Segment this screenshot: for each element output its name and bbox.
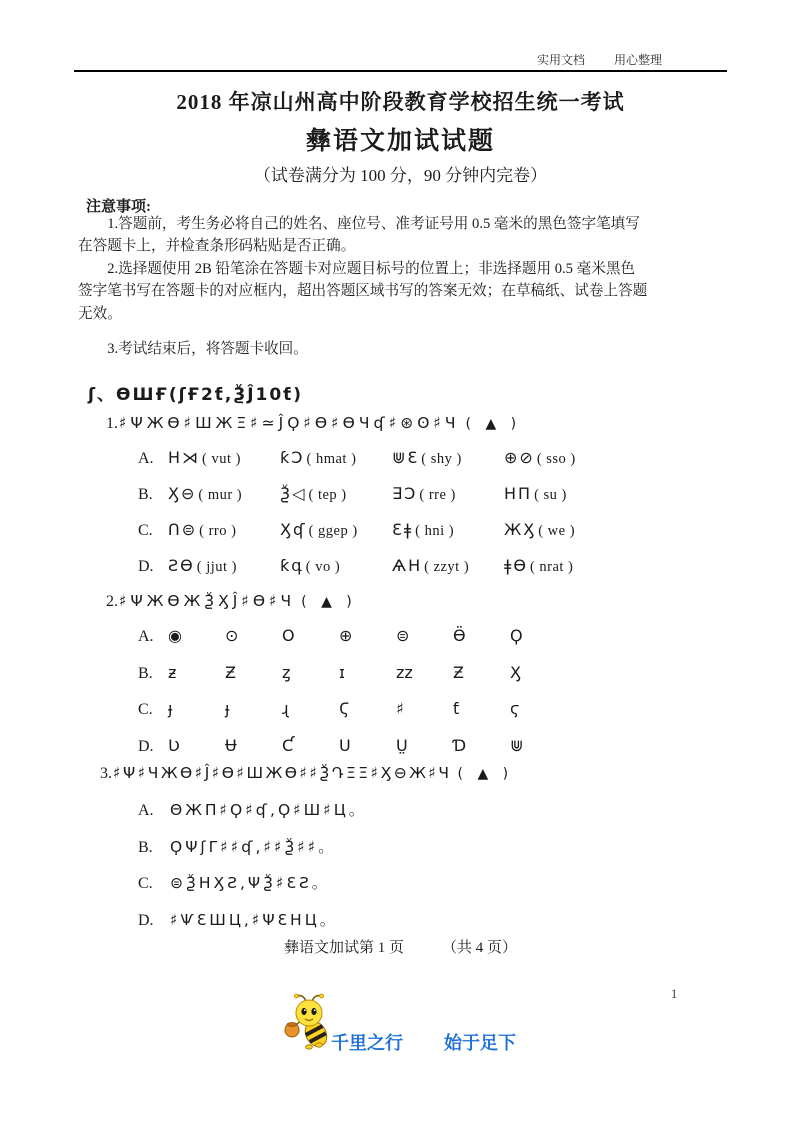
yi-glyph: zz xyxy=(396,662,413,682)
yi-glyph: ȥ xyxy=(282,662,291,682)
word-cell xyxy=(504,548,616,585)
yi-glyph: ⋓ xyxy=(510,735,524,755)
section1-heading: ʃ、ѲШҒ(ʃҒ2ƭ,ѮĴ10ƭ) xyxy=(88,385,304,405)
pinyin-reading: ( jjut ) xyxy=(196,559,237,575)
yi-glyph: ɻ xyxy=(282,699,289,718)
notice-line: 1.答题前，考生务必将自己的姓名、座位号、准考证号用 0.5 毫米的黑色签字笔填写 xyxy=(107,216,640,232)
question2-answer-mark: ( ▲ ) xyxy=(301,594,357,610)
word-cell xyxy=(280,476,392,513)
header-note-left: 实用文档 xyxy=(536,53,585,67)
yi-word: Ɛǂ xyxy=(392,520,414,539)
option-letter: A. xyxy=(138,628,154,645)
pinyin-reading: ( hni ) xyxy=(415,523,455,539)
option-letter: D. xyxy=(138,911,154,929)
yi-glyph: Ս xyxy=(339,735,351,755)
word-cell xyxy=(392,548,504,585)
yi-word: Ӽʠ xyxy=(280,520,307,539)
option-letter: B. xyxy=(138,838,153,856)
notice-line: 3.考试结束后，将答题卡收回。 xyxy=(107,341,308,358)
sentence-option xyxy=(138,792,738,829)
word-cell xyxy=(392,476,504,513)
yi-glyph: Ϙ xyxy=(510,626,523,645)
pinyin-reading: ( mur ) xyxy=(198,487,243,503)
pinyin-reading: ( shy ) xyxy=(421,451,462,467)
choice-row xyxy=(138,548,698,584)
yi-glyph: O xyxy=(282,626,295,645)
word-cell xyxy=(392,440,504,477)
option-letter: A. xyxy=(138,802,154,819)
yi-sentence: ϘΨʃΓ♯♯ʠ,♯♯Ѯ♯♯。 xyxy=(170,837,337,856)
slogan-left: 千里之行 xyxy=(331,1033,403,1053)
yi-glyph: Ʋ xyxy=(168,735,180,755)
question2-options xyxy=(138,618,698,764)
yi-glyph: ⊙ xyxy=(225,626,239,645)
slogan xyxy=(331,1029,516,1055)
yi-glyph: Ƶ xyxy=(225,662,236,682)
yi-glyph: ƭ xyxy=(453,699,460,718)
yi-glyph: Ʉ xyxy=(225,735,237,755)
yi-word: H⋊ xyxy=(168,448,201,467)
yi-glyph: ɟ xyxy=(168,699,173,718)
question3-options xyxy=(138,792,738,938)
paper-title: 彝语文加试试题 xyxy=(305,128,495,155)
yi-glyph: ◉ xyxy=(168,626,182,645)
pinyin-reading: ( su ) xyxy=(534,487,567,503)
question2-stem-text: ♯ΨЖӨЖѮӼĴ♯Ѳ♯Ч xyxy=(119,592,296,610)
notice-paragraph xyxy=(78,338,696,360)
yi-word: ⋓Ɛ xyxy=(392,448,420,467)
question2-stem xyxy=(106,592,357,611)
option-letter: D. xyxy=(138,737,154,755)
pinyin-reading: ( sso ) xyxy=(536,451,576,467)
exam-title: 2018 年凉山州高中阶段教育学校招生统一考试 xyxy=(176,90,625,114)
yi-word: HΠ xyxy=(504,484,533,503)
notice-paragraph xyxy=(78,213,696,258)
yi-glyph: Ƈ xyxy=(282,735,294,755)
pinyin-reading: ( zzyt ) xyxy=(424,559,470,575)
yi-word: Ѯ◁ xyxy=(280,484,307,503)
choice-row xyxy=(138,440,698,476)
footer-page-label: 彝语文加试第 1 页 xyxy=(283,940,404,956)
header-note xyxy=(0,51,662,68)
word-cell xyxy=(280,512,392,549)
footer-total-label: （共 4 页） xyxy=(442,940,518,956)
choice-row xyxy=(138,476,698,512)
yi-sentence: ⊜ѮHӼƧ,ΨѮ♯ƐƧ。 xyxy=(170,874,331,892)
question1-stem xyxy=(106,414,521,433)
yi-glyph: Ӽ xyxy=(510,662,521,682)
sentence-option xyxy=(138,865,738,902)
yi-glyph: ⊕ xyxy=(339,626,353,645)
pinyin-reading: ( rro ) xyxy=(199,523,237,539)
pinyin-reading: ( nrat ) xyxy=(529,559,574,575)
option-letter: D. xyxy=(138,558,154,575)
header-divider xyxy=(74,70,727,72)
question1-options xyxy=(138,440,698,584)
yi-glyph: Ƶ xyxy=(453,662,464,682)
pinyin-reading: ( vut ) xyxy=(202,451,241,467)
pinyin-reading: ( vo ) xyxy=(305,559,341,575)
yi-word: ЖӼ xyxy=(504,520,537,539)
yi-glyph: ϛ xyxy=(510,699,520,718)
yi-glyph: Ɗ xyxy=(453,735,467,755)
yi-sentence: ♯ѰƐШЦ,♯ΨƐHЦ。 xyxy=(170,910,339,929)
option-letter: C. xyxy=(138,701,153,718)
score-line: （试卷满分为 100 分，90 分钟内完卷） xyxy=(253,166,548,185)
option-letter: B. xyxy=(138,664,153,682)
option-letter: C. xyxy=(138,875,153,892)
choice-row xyxy=(138,512,698,548)
question1-answer-mark: ( ▲ ) xyxy=(465,416,522,432)
notice-paragraph xyxy=(78,258,696,325)
word-cell xyxy=(168,512,280,549)
glyph-row xyxy=(138,728,698,765)
notice-line: 2.选择题使用 2B 铅笔涂在答题卡对应题目标号的位置上；非选择题用 0.5 毫米黑色 xyxy=(107,260,636,277)
yi-word: ƙգ xyxy=(280,556,304,575)
word-cell xyxy=(504,512,616,549)
word-cell xyxy=(280,548,392,585)
pinyin-reading: ( rre ) xyxy=(419,487,456,503)
option-letter: B. xyxy=(138,486,153,503)
glyph-row xyxy=(138,618,698,655)
question3-stem xyxy=(100,764,513,783)
question2-number: 2. xyxy=(106,593,118,610)
yi-word: Ӽ⊖ xyxy=(168,484,197,503)
notice-line: 在答题卡上，并检查条形码粘贴是否正确。 xyxy=(78,238,356,255)
yi-word: ǂƟ xyxy=(504,556,528,575)
pinyin-reading: ( tep ) xyxy=(308,487,347,503)
question3-number: 3. xyxy=(100,765,112,782)
pdf-page-number: 1 xyxy=(671,987,678,1001)
yi-word: ∃Ɔ xyxy=(392,484,418,503)
question3-stem-text: ♯Ψ♯ЧЖӨ♯Ĵ♯Ѳ♯ШЖӨ♯♯ѮԴΞΞ♯Ӽ⊖Ж♯Ч xyxy=(113,764,452,782)
word-cell xyxy=(280,440,392,477)
word-cell xyxy=(168,440,280,477)
yi-sentence: ΘЖП♯Ϙ♯ʠ,Ϙ♯Ш♯Ц。 xyxy=(170,801,368,819)
glyph-row xyxy=(138,655,698,692)
notice-heading: 注意事项: xyxy=(86,199,151,215)
yi-glyph: ɟ xyxy=(225,699,230,718)
word-cell xyxy=(168,548,280,585)
notice-paragraphs xyxy=(78,213,696,360)
sentence-option xyxy=(138,829,738,866)
header-note-right: 用心整理 xyxy=(613,53,662,67)
yi-word: ƧƟ xyxy=(168,556,195,575)
yi-glyph: Ӫ xyxy=(453,626,466,645)
pinyin-reading: ( ggep ) xyxy=(308,523,358,539)
yi-word: ѦH xyxy=(392,556,423,575)
word-cell xyxy=(504,440,616,477)
notice-line: 无效。 xyxy=(78,305,122,322)
pinyin-reading: ( we ) xyxy=(538,523,576,539)
word-cell xyxy=(504,476,616,513)
yi-glyph: ɪ xyxy=(339,662,345,682)
yi-glyph: Ϛ xyxy=(339,699,350,718)
yi-word: ƙƆ xyxy=(280,448,305,467)
yi-glyph: ƶ xyxy=(168,662,177,682)
word-cell xyxy=(168,476,280,513)
sentence-option xyxy=(138,902,738,939)
pinyin-reading: ( hmat ) xyxy=(306,451,357,467)
word-cell xyxy=(392,512,504,549)
page-footer xyxy=(74,936,727,957)
yi-word: ⊕⊘ xyxy=(504,448,535,467)
notice-line: 签字笔书写在答题卡的对应框内，超出答题区域书写的答案无效；在草稿纸、试卷上答题 xyxy=(78,283,648,300)
yi-glyph: ⊜ xyxy=(396,626,410,645)
option-letter: A. xyxy=(138,450,154,467)
glyph-row xyxy=(138,691,698,728)
question1-number: 1. xyxy=(106,415,118,432)
bee-mascot-icon xyxy=(282,992,336,1050)
slogan-right: 始于足下 xyxy=(444,1033,517,1053)
question1-stem-text: ♯ΨЖӨ♯ШЖΞ♯≃ĴϘ♯Ө♯ѲЧʠ♯⊛ʘ♯Ч xyxy=(119,414,460,432)
yi-glyph: Ṳ xyxy=(396,735,408,755)
question3-answer-mark: ( ▲ ) xyxy=(457,766,514,782)
yi-glyph: ♯ xyxy=(396,699,404,718)
yi-word: Ո⊜ xyxy=(168,520,198,539)
option-letter: C. xyxy=(138,522,153,539)
